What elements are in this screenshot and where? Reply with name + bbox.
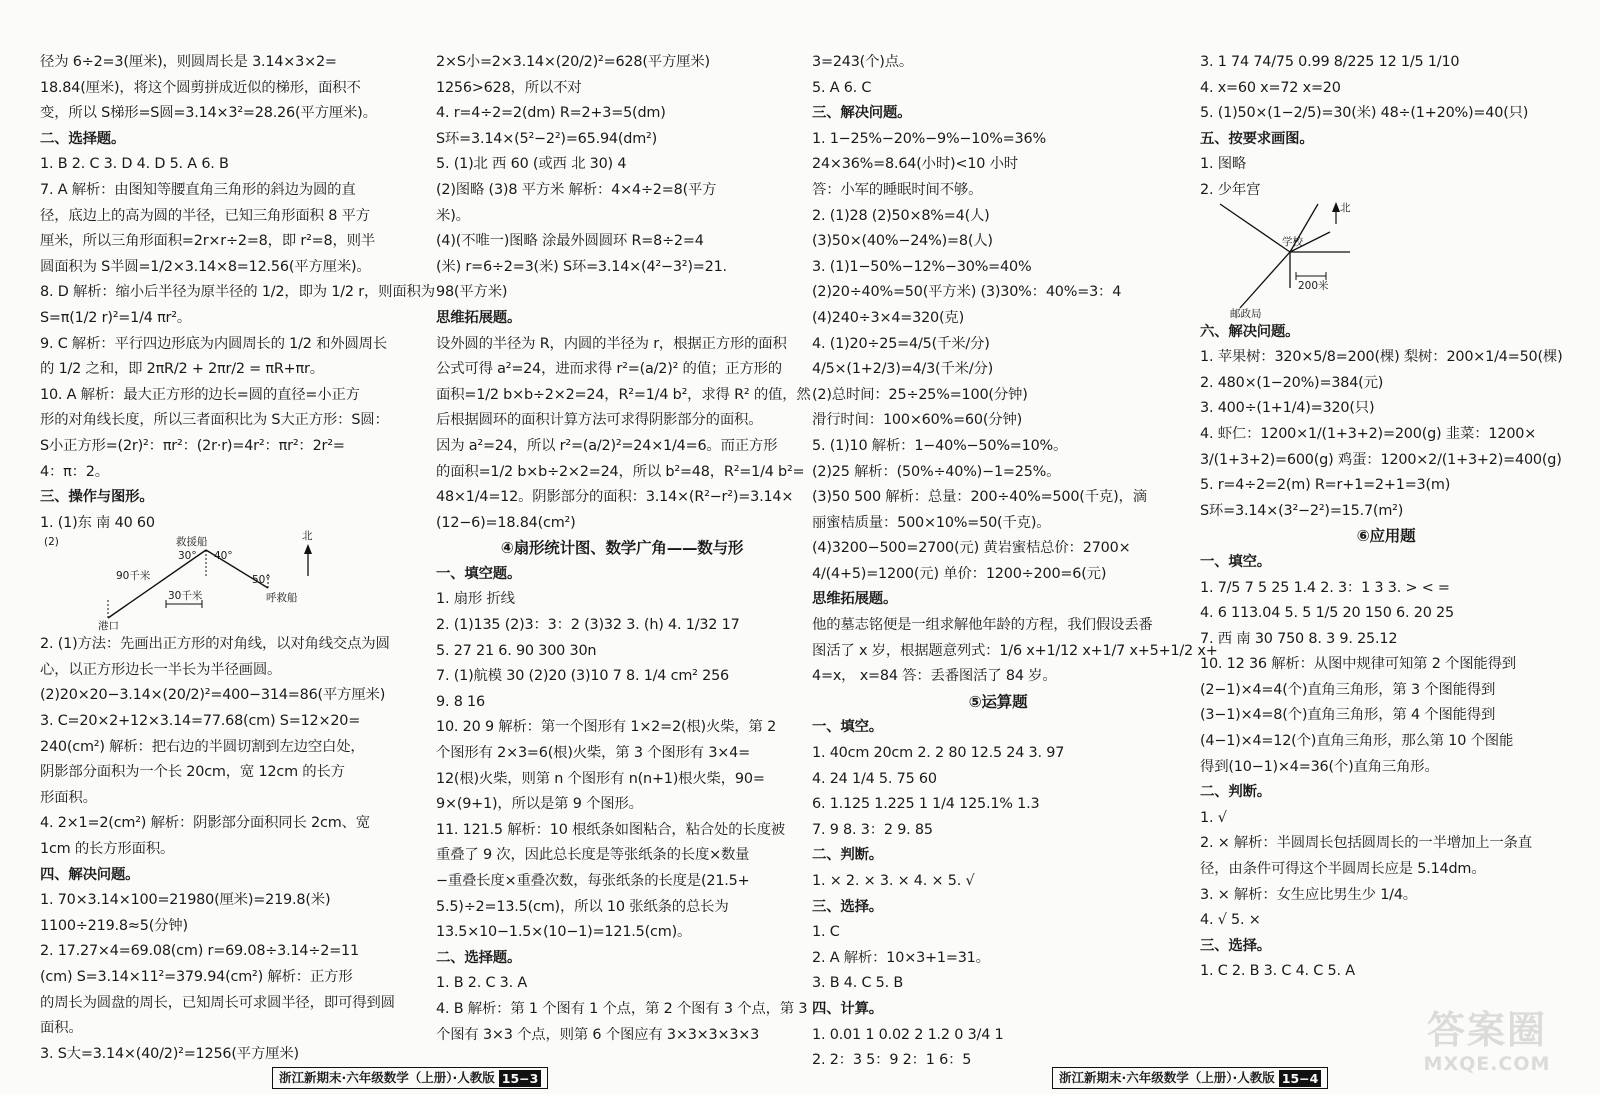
- text-line: 1100÷219.8≈5(分钟): [40, 917, 188, 934]
- section-heading: 二、判断。: [812, 847, 883, 864]
- text-line: 4. B 解析：第 1 个图有 1 个点，第 2 个图有 3 个点，第 3: [436, 1000, 808, 1017]
- watermark-logo: [1394, 1008, 1580, 1088]
- section-heading: 一、填空题。: [436, 565, 522, 582]
- text-line: (3−1)×4=8(个)直角三角形，第 4 个图能得到: [1200, 707, 1496, 724]
- text-line: 4：π：2。: [40, 463, 109, 480]
- text-line: 8. D 解析：缩小后半径为原半径的 1/2，即为 1/2 r，则面积为: [40, 284, 435, 301]
- text-line: 径，由条件可得这个半圆周长应是 5.14dm。: [1200, 861, 1486, 878]
- section-heading: 三、解决问题。: [812, 105, 912, 122]
- text-line: 的面积=1/2 b×b÷2×2=24，所以 b²=48，R²=1/4 b²=: [436, 463, 805, 480]
- text-line: 面积=1/2 b×b÷2×2=24，R²=1/4 b²，求得 R² 的值，然: [436, 386, 811, 403]
- text-line: 5. r=4÷2=2(m) R=r+1=2+1=3(m): [1200, 477, 1451, 494]
- rescue-ship-label: 救援船: [176, 536, 208, 549]
- text-line: 2. 480×(1−20%)=384(元): [1200, 374, 1384, 391]
- text-line: 13.5×10−1.5×(10−1)=121.5(cm)。: [436, 924, 692, 941]
- text-line: 2. (1)28 (2)50×8%=4(人): [812, 207, 990, 224]
- text-line: 变，所以 S梯形=S圆=3.14×3²=28.26(平方厘米)。: [40, 105, 377, 122]
- section-heading: 二、选择题。: [40, 130, 126, 147]
- section-heading: 四、计算。: [812, 1000, 883, 1017]
- text-line: S小正方形=(2r)²：πr²：(2r·r)=4r²：πr²：2r²=: [40, 437, 345, 454]
- text-line: 7. 西 南 30 750 8. 3 9. 25.12: [1200, 630, 1398, 647]
- text-line: 3/(1+3+2)=600(g) 鸡蛋：1200×2/(1+3+2)=400(g): [1200, 451, 1562, 468]
- text-line: 12(根)火柴，则第 n 个图形有 n(n+1)根火柴，90=: [436, 770, 765, 787]
- text-line: (cm) S=3.14×11²=379.94(cm²) 解析：正方形: [40, 969, 353, 985]
- scale-label: 200米: [1298, 279, 1329, 292]
- text-line: 5. (1)北 西 60 (或西 北 30) 4: [436, 156, 627, 173]
- text-line: 米)。: [436, 207, 470, 224]
- text-line: 5. (1)50×(1−2/5)=30(米) 48÷(1+20%)=40(只): [1200, 105, 1529, 122]
- text-line: (3)50×(40%−24%)=8(人): [812, 233, 993, 250]
- text-line: 形的对角线长度，所以三者面积比为 S大正方形：S圆：: [40, 412, 389, 429]
- text-line: 2. (1)135 (2)3：3：2 (3)32 3. (h) 4. 1/32 17: [436, 617, 740, 634]
- north-label: 北: [302, 530, 313, 543]
- text-line: 1. 0.01 1 0.02 2 1.2 0 3/4 1: [812, 1026, 1004, 1043]
- text-line: 1cm 的长方形面积。: [40, 841, 175, 858]
- ship-direction-figure: [40, 530, 370, 633]
- text-line: 设外圆的半径为 R，内圆的半径为 r，根据正方形的面积: [436, 335, 787, 352]
- distress-ship-label: 呼救船: [266, 592, 298, 605]
- text-line: 3. 1 74 74/75 0.99 8/225 12 1/5 1/10: [1200, 54, 1460, 70]
- section-heading: 三、操作与图形。: [40, 489, 154, 506]
- text-line: 5. A 6. C: [812, 79, 872, 96]
- footer-title: 浙江新期末·六年级数学（上册）·人教版: [1059, 1070, 1275, 1085]
- text-line: 5. (1)10 解析：1−40%−50%=10%。: [812, 437, 1068, 454]
- answer-column-3: [812, 50, 1218, 1069]
- text-line: 1256>628，所以不对: [436, 79, 582, 96]
- text-line: S环=3.14×(3²−2²)=15.7(m²): [1200, 502, 1404, 519]
- text-line: 厘米，所以三角形面积=2r×r÷2=8，即 r²=8，则半: [40, 233, 376, 250]
- text-line: 面积。: [40, 1020, 83, 1037]
- text-line: 4. 24 1/4 5. 75 60: [812, 770, 937, 787]
- section-heading: 三、选择。: [1200, 937, 1271, 954]
- section-heading: 六、解决问题。: [1200, 323, 1300, 340]
- section-heading: 思维拓展题。: [812, 591, 898, 608]
- section-heading: 一、填空。: [1200, 553, 1271, 570]
- text-line: 18.84(厘米)，将这个圆剪拼成近似的梯形，面积不: [40, 79, 361, 96]
- text-line: 1. 70×3.14×100=21980(厘米)=219.8(米): [40, 892, 331, 909]
- text-line: 1. 1−25%−20%−9%−10%=36%: [812, 130, 1046, 147]
- text-line: 9×(9+1)，所以是第 9 个图形。: [436, 796, 643, 813]
- chapter-title: ④扇形统计图、数学广角——数与形: [500, 539, 744, 558]
- text-line: 1. 图略: [1200, 156, 1247, 173]
- text-line: 1. 苹果树：320×5/8=200(棵) 梨树：200×1/4=50(棵): [1200, 349, 1563, 366]
- text-line: 7. 9 8. 3：2 9. 85: [812, 821, 933, 838]
- text-line: 2. 少年宫: [1200, 181, 1261, 198]
- footer-title: 浙江新期末·六年级数学（上册）·人教版: [279, 1070, 495, 1085]
- text-line: 2. × 解析：半圆周长包括圆周长的一半增加上一条直: [1200, 835, 1532, 852]
- text-line: 1. 40cm 20cm 2. 2 80 12.5 24 3. 97: [812, 745, 1065, 762]
- text-line: 他的墓志铭便是一组求解他年龄的方程，我们假设丢番: [812, 617, 1153, 634]
- watermark-url: MXQE.COM: [1423, 1053, 1551, 1075]
- section-heading: 三、选择。: [812, 898, 883, 915]
- page-number: 15−3: [499, 1070, 542, 1087]
- text-line: 圆面积为 S半圆=1/2×3.14×8=12.56(平方厘米)。: [40, 258, 371, 275]
- text-line: (米) r=6÷2=3(米) S环=3.14×(4²−3²)=21.: [436, 258, 727, 275]
- north-label: 北: [1340, 201, 1351, 214]
- text-line: 4. 虾仁：1200×1/(1+3+2)=200(g) 韭菜：1200×: [1200, 425, 1537, 442]
- text-line: 滑行时间：100×60%=60(分钟): [812, 412, 1023, 429]
- text-line: S环=3.14×(5²−2²)=65.94(dm²): [436, 130, 658, 147]
- text-line: 阴影部分面积为一个长 20cm，宽 12cm 的长方: [40, 764, 345, 781]
- text-line: 10. 12 36 解析：从图中规律可知第 2 个图能得到: [1200, 656, 1516, 673]
- text-line: 4. 6 113.04 5. 5 1/5 20 150 6. 20 25: [1200, 605, 1454, 622]
- text-line: 1. √: [1200, 809, 1227, 826]
- text-line: (4−1)×4=12(个)直角三角形，那么第 10 个图能: [1200, 733, 1514, 750]
- text-line: 4. 2×1=2(cm²) 解析：阴影部分面积同长 2cm、宽: [40, 815, 370, 832]
- text-line: 3. 400÷(1+1/4)=320(只): [1200, 400, 1375, 417]
- text-line: (4)240÷3×4=320(克): [812, 309, 965, 326]
- text-line: 4/5×(1+2/3)=4/3(千米/分): [812, 361, 994, 378]
- chapter-title: ⑥应用题: [1356, 527, 1416, 546]
- section-heading: 四、解决问题。: [40, 866, 140, 883]
- text-line: 5. 27 21 6. 90 300 30n: [436, 642, 597, 659]
- text-line: (4)3200−500=2700(元) 黄岩蜜桔总价：2700×: [812, 540, 1131, 557]
- text-line: 11. 121.5 解析：10 根纸条如图粘合，粘合处的长度被: [436, 821, 785, 838]
- text-line: 心，以正方形边长一半长为半径画圆。: [40, 661, 282, 678]
- text-line: (3)50 500 解析：总量：200÷40%=500(千克)，滴: [812, 489, 1147, 506]
- watermark-text: 答案圈: [1426, 1008, 1547, 1052]
- text-line: (12−6)=18.84(cm²): [436, 514, 576, 531]
- text-line: 1. B 2. C 3. A: [436, 975, 528, 992]
- text-line: 2. 17.27×4=69.08(cm) r=69.08÷3.14÷2=11: [40, 943, 359, 960]
- text-line: 24×36%=8.64(小时)<10 小时: [812, 156, 1018, 173]
- answer-column-4: [1200, 50, 1572, 1060]
- text-line: 重叠了 9 次，因此总长度是等张纸条的长度×数量: [436, 847, 750, 864]
- text-line: 4. √ 5. ×: [1200, 912, 1261, 929]
- section-heading: 二、判断。: [1200, 784, 1271, 801]
- section-heading: 二、选择题。: [436, 949, 522, 966]
- answer-column-2: [436, 50, 811, 1060]
- text-line: 4. x=60 x=72 x=20: [1200, 79, 1341, 96]
- distance-label: 90千米: [116, 570, 151, 583]
- angle-label: 30°: [178, 550, 197, 563]
- text-line: 98(平方米): [436, 284, 508, 301]
- post-office-label: 邮政局: [1230, 307, 1262, 320]
- text-line: (2)20÷40%=50(平方米) (3)30%：40%=3：4: [812, 284, 1122, 301]
- text-line: 2. (1)方法：先画出正方形的对角线，以对角线交点为圆: [40, 636, 390, 653]
- text-line: 10. 20 9 解析：第一个图形有 1×2=2(根)火柴，第 2: [436, 719, 777, 736]
- text-line: S=π(1/2 r)²=1/4 πr²。: [40, 309, 192, 326]
- text-line: 个图有 3×3 个点，则第 6 个图应有 3×3×3×3×3: [436, 1026, 760, 1043]
- text-line: 2. A 解析：10×3+1=31。: [812, 949, 990, 966]
- text-line: 图活了 x 岁，根据题意列式：1/6 x+1/12 x+1/7 x+5+1/2 x+: [812, 642, 1218, 659]
- text-line: 1. 扇形 折线: [436, 591, 515, 608]
- section-heading: 五、按要求画图。: [1200, 130, 1314, 147]
- school-label: 学校: [1282, 235, 1303, 248]
- text-line: (2)25 解析：(50%÷40%)−1=25%。: [812, 463, 1061, 480]
- text-line: 48×1/4=12。阴影部分的面积：3.14×(R²−r²)=3.14×: [436, 489, 794, 506]
- text-line: 径，底边上的高为圆的半径，已知三角形面积 8 平方: [40, 207, 370, 224]
- scale-label: 30千米: [168, 590, 203, 603]
- text-line: 240(cm²) 解析：把右边的半圆切割到左边空白处，: [40, 738, 365, 755]
- text-line: −重叠长度×重叠次数，每张纸条的长度是(21.5+: [436, 873, 750, 889]
- section-heading: 思维拓展题。: [436, 309, 522, 326]
- angle-label: 40°: [214, 550, 233, 563]
- text-line: 3. (1)1−50%−12%−30%=40%: [812, 258, 1032, 275]
- text-line: 7. A 解析：由图知等腰直角三角形的斜边为圆的直: [40, 181, 356, 198]
- ship-direction-diagram: [40, 536, 370, 632]
- text-line: 1. × 2. × 3. × 4. × 5. √: [812, 873, 975, 889]
- text-line: 形面积。: [40, 789, 97, 806]
- text-line: 1. 7/5 7 5 25 1.4 2. 3：1 3 3. > < =: [1200, 579, 1450, 596]
- text-line: (2−1)×4=4(个)直角三角形，第 3 个图能得到: [1200, 681, 1496, 698]
- text-line: 3. B 4. C 5. B: [812, 975, 904, 992]
- chapter-title: ⑤运算题: [968, 692, 1028, 711]
- text-line: (4)(不唯一)图略 涂最外圆圆环 R=8÷2=4: [436, 233, 704, 250]
- text-line: 2. 2：3 5：9 2：1 6：5: [812, 1052, 972, 1069]
- text-line: 个图形有 2×3=6(根)火柴，第 3 个图形有 3×4=: [436, 745, 750, 762]
- page-footer-left: [272, 1067, 548, 1089]
- text-line: 4/(4+5)=1200(元) 单价：1200÷200=6(元): [812, 565, 1107, 582]
- section-heading: 一、填空。: [812, 719, 883, 736]
- text-line: 4. r=4÷2=2(dm) R=2+3=5(dm): [436, 105, 666, 122]
- text-line: (2)总时间：25÷25%=100(分钟): [812, 386, 1028, 403]
- page-number: 15−4: [1279, 1070, 1322, 1087]
- text-line: 1. B 2. C 3. D 4. D 5. A 6. B: [40, 156, 229, 173]
- text-line: 5.5)÷2=13.5(cm)，所以 10 张纸条的总长为: [436, 898, 729, 915]
- text-line: 9. 8 16: [436, 693, 485, 710]
- text-line: 因为 a²=24，所以 r²=(a/2)²=24×1/4=6。而正方形: [436, 437, 778, 454]
- port-label: 港口: [98, 620, 119, 633]
- text-line: 1. C: [812, 924, 840, 941]
- page-footer-right: [1052, 1067, 1328, 1089]
- text-line: 得到(10−1)×4=36(个)直角三角形。: [1200, 758, 1439, 775]
- text-line: 后根据圆环的面积计算方法可求得阴影部分的面积。: [436, 412, 763, 429]
- text-line: (2)图略 (3)8 平方米 解析：4×4÷2=8(平方: [436, 181, 717, 198]
- question-number: (2): [44, 536, 59, 549]
- text-line: 1. C 2. B 3. C 4. C 5. A: [1200, 963, 1355, 980]
- text-line: 1. (1)东 南 40 60: [40, 514, 155, 531]
- text-line: 4=x， x=84 答：丢番图活了 84 岁。: [812, 668, 1057, 685]
- text-line: 4. (1)20÷25=4/5(千米/分): [812, 335, 990, 352]
- text-line: 6. 1.125 1.225 1 1/4 125.1% 1.3: [812, 796, 1040, 813]
- angle-label: 50°: [252, 574, 271, 587]
- text-line: 的周长为圆盘的周长，已知周长可求圆半径，即可得到圆: [40, 994, 395, 1011]
- text-line: 答：小军的睡眠时间不够。: [812, 181, 983, 198]
- answer-column-1: [40, 50, 435, 1062]
- text-line: 2×S小=2×3.14×(20/2)²=628(平方厘米): [436, 54, 710, 70]
- text-line: 10. A 解析：最大正方形的边长=圆的直径=小正方: [40, 386, 360, 403]
- text-line: 3=243(个)点。: [812, 54, 914, 70]
- school-map-diagram: [1200, 201, 1560, 320]
- text-line: 3. C=20×2+12×3.14=77.68(cm) S=12×20=: [40, 713, 361, 730]
- text-line: 3. S大=3.14×(40/2)²=1256(平方厘米): [40, 1045, 299, 1062]
- school-map-figure: [1200, 201, 1560, 320]
- text-line: 公式可得 a²=24，进而求得 r²=(a/2)² 的值；正方形的: [436, 361, 782, 378]
- text-line: 7. (1)航模 30 (2)20 (3)10 7 8. 1/4 cm² 256: [436, 668, 729, 685]
- text-line: 径为 6÷2=3(厘米)，则圆周长是 3.14×3×2=: [40, 54, 337, 70]
- text-line: 丽蜜桔质量：500×10%=50(千克)。: [812, 514, 1051, 531]
- text-line: (2)20×20−3.14×(20/2)²=400−314=86(平方厘米): [40, 687, 386, 704]
- text-line: 9. C 解析：平行四边形底为内圆周长的 1/2 和外圆周长: [40, 335, 388, 352]
- text-line: 的 1/2 之和，即 2πR/2 + 2πr/2 = πR+πr。: [40, 361, 324, 378]
- text-line: 3. × 解析：女生应比男生少 1/4。: [1200, 886, 1417, 903]
